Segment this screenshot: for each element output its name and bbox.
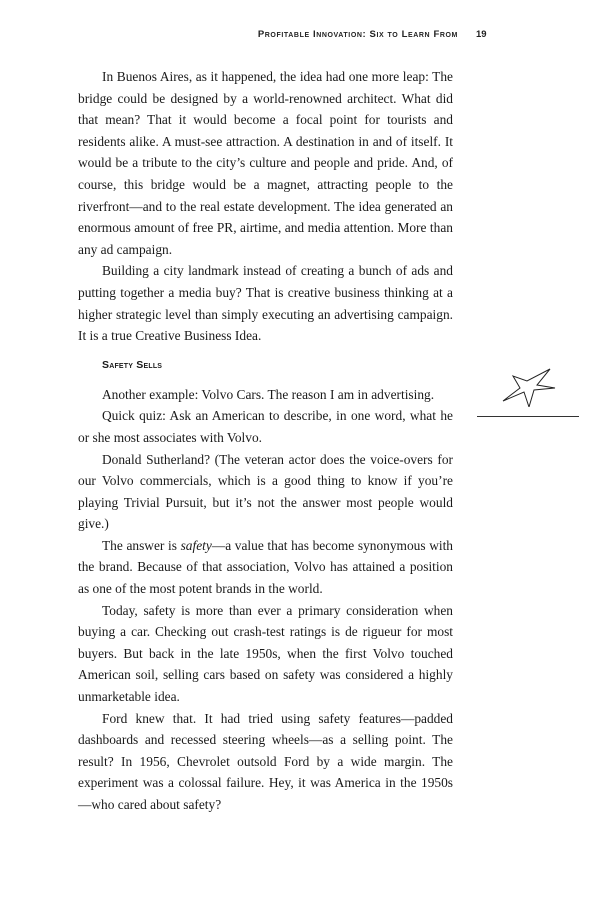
answer-emphasis: safety xyxy=(180,537,212,553)
paragraph-buenos-aires: In Buenos Aires, as it happened, the idea had one more leap: The bridge could be designed by a world-renowned architect. What did that mean? That it would become a focal point for tourists and residents alike. A must-see attraction. A destination in and of itself. It would be a tribute to the city’s culture and people and pride. And, of course, this bridge would be a magnet, attracting people to the riverfront—and to the real estate development. The idea generated an enormous amount of free PR, airtime, and media attention. More than any ad campaign. xyxy=(78,69,453,257)
answer-rest: —a value that has become synonymous with the brand. Because of that association, Volvo has attained a position as one of the most potent brands in the world. xyxy=(78,537,454,597)
star-icon xyxy=(500,367,560,407)
page-number: 19 xyxy=(476,29,487,40)
paragraph-ford: Ford knew that. It had tried using safety features—padded dashboards and recessed steering wheels—as a selling point. The result? In 1956, Chevrolet outsold Ford by a wide margin. The experiment was a colossal failure. Hey, it was America in the 1950s—who cared about safety? xyxy=(78,710,453,812)
paragraph-today-safety: Today, safety is more than ever a primary consideration when buying a car. Checking out crash-test ratings is de rigueur for most buyers. But back in the late 1950s, when the first Volvo touched American soil, selling cars based on safety was considered a highly unmarketable idea. xyxy=(78,602,453,705)
paragraph-quick-quiz: Quick quiz: Ask an American to describe, in one word, what he or she most associates with Volvo. xyxy=(78,408,453,445)
section-heading: Safety Sells xyxy=(102,358,163,371)
answer-lead: The answer is xyxy=(102,537,181,553)
margin-rule xyxy=(477,416,579,417)
running-head: Profitable Innovation: Six to Learn From xyxy=(257,29,458,40)
paragraph-donald-sutherland: Donald Sutherland? (The veteran actor does the voice-overs for our Volvo commercials, which is a good thing to know if you’re playing Trivial Pursuit, but it’s not the answer most people would give.) xyxy=(78,451,453,532)
body-text xyxy=(78,66,453,816)
paragraph-volvo-example: Another example: Volvo Cars. The reason I am in advertising. xyxy=(102,386,435,402)
paragraph-safety-answer xyxy=(78,535,453,600)
paragraph-city-landmark: Building a city landmark instead of creating a bunch of ads and putting together a media buy? That is creative business thinking at a higher strategic level than simply executing an advertising campaign. It is a true Creative Business Idea. xyxy=(78,263,453,344)
